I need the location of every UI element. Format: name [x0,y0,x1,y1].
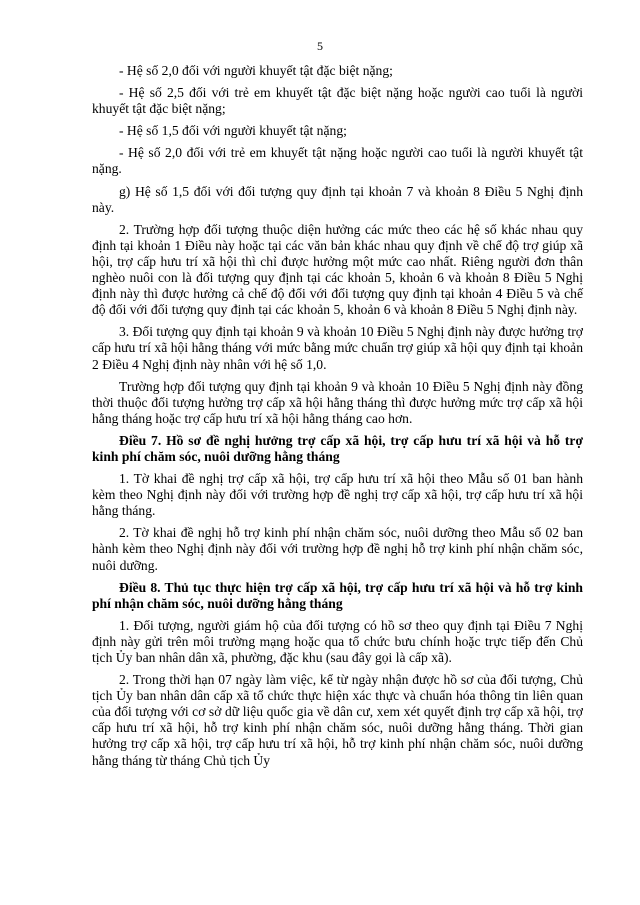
paragraph: - Hệ số 2,5 đối với trẻ em khuyết tật đặc biệt nặng hoặc người cao tuổi là người khuyết tật đặc biệt nặng; [92,85,583,117]
paragraph: 1. Đối tượng, người giám hộ của đối tượng có hồ sơ theo quy định tại Điều 7 Nghị định này gửi trên môi trường mạng hoặc qua tổ chức bưu chính hoặc trực tiếp đến Chủ tịch Ủy ban nhân dân xã, phường, đặc khu (sau đây gọi là cấp xã). [92,617,583,665]
paragraph: Trường hợp đối tượng quy định tại khoản 9 và khoản 10 Điều 5 Nghị định này đồng thời thuộc đối tượng hưởng trợ cấp xã hội hằng tháng thì được hưởng mức trợ cấp xã hội hằng tháng hoặc trợ cấp hưu trí xã hội hằng tháng cao hơn. [92,378,583,426]
paragraph: 3. Đối tượng quy định tại khoản 9 và khoản 10 Điều 5 Nghị định này được hưởng trợ cấp hưu trí xã hội hằng tháng với mức bằng mức chuẩn trợ giúp xã hội quy định tại khoản 2 Điều 4 Nghị định này nhân với hệ số 1,0. [92,324,583,372]
paragraph: 2. Trường hợp đối tượng thuộc diện hưởng các mức theo các hệ số khác nhau quy định tại khoản 1 Điều này hoặc tại các văn bản khác nhau quy định về chế độ trợ giúp xã hội, trợ cấp hưu trí xã hội thì chỉ được hưởng một mức cao nhất. Riêng người đơn thân nghèo nuôi con là đối tượng quy định tại các khoản 5, khoản 6 và khoản 8 Điều 5 Nghị định này thì được hưởng cả chế độ đối với đối tượng quy định tại khoản 4 Điều 5 và chế độ đối với đối tượng quy định tại các khoản 5, khoản 6 và khoản 8 Điều 5 Nghị định này. [92,221,583,318]
paragraph: g) Hệ số 1,5 đối với đối tượng quy định tại khoản 7 và khoản 8 Điều 5 Nghị định này. [92,183,583,215]
paragraph: - Hệ số 2,0 đối với trẻ em khuyết tật nặng hoặc người cao tuổi là người khuyết tật nặng. [92,145,583,177]
document-body [92,63,583,775]
article-heading: Điều 8. Thủ tục thực hiện trợ cấp xã hội, trợ cấp hưu trí xã hội và hỗ trợ kinh phí nhận chăm sóc, nuôi dưỡng hằng tháng [92,579,583,611]
page-number: 5 [317,39,323,53]
paragraph: 1. Tờ khai đề nghị trợ cấp xã hội, trợ cấp hưu trí xã hội theo Mẫu số 01 ban hành kèm theo Nghị định này đối với trường hợp đề nghị trợ cấp xã hội, trợ cấp hưu trí xã hội hằng tháng. [92,471,583,519]
paragraph: 2. Trong thời hạn 07 ngày làm việc, kể từ ngày nhận được hồ sơ của đối tượng, Chủ tịch Ủy ban nhân dân cấp xã tổ chức thực hiện xác thực và chuẩn hóa thông tin liên quan của đối tượng với cơ sở dữ liệu quốc gia về dân cư, xem xét quyết định trợ cấp xã hội, trợ cấp hưu trí xã hội, hỗ trợ kinh phí nhận chăm sóc, nuôi dưỡng hằng tháng. Thời gian hưởng trợ cấp xã hội, trợ cấp hưu trí xã hội, hỗ trợ kinh phí nhận chăm sóc, nuôi dưỡng hằng tháng từ tháng Chủ tịch Ủy [92,672,583,768]
paragraph: - Hệ số 2,0 đối với người khuyết tật đặc biệt nặng; [119,63,393,78]
paragraph: - Hệ số 1,5 đối với người khuyết tật nặng; [119,123,347,139]
paragraph: 2. Tờ khai đề nghị hỗ trợ kinh phí nhận chăm sóc, nuôi dưỡng theo Mẫu số 02 ban hành kèm theo Nghị định này đối với trường hợp đề nghị hỗ trợ kinh phí nhận chăm sóc, nuôi dưỡng. [92,525,583,573]
article-heading: Điều 7. Hồ sơ đề nghị hưởng trợ cấp xã hội, trợ cấp hưu trí xã hội và hỗ trợ kinh phí chăm sóc, nuôi dưỡng hằng tháng [92,432,583,464]
